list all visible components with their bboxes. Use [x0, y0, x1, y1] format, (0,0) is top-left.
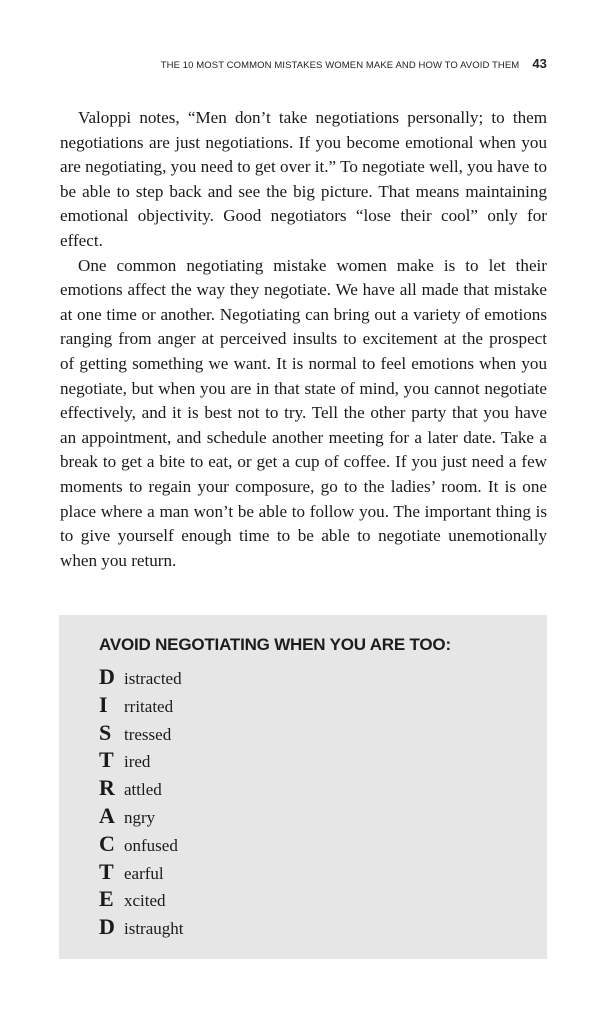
- list-item: [99, 664, 547, 692]
- word-remainder: onfused: [124, 835, 178, 855]
- acrostic-list: [99, 664, 547, 942]
- initial-letter: D: [99, 914, 115, 940]
- initial-letter: T: [99, 858, 114, 884]
- running-head: [161, 56, 547, 71]
- paragraph: One common negotiating mistake women make is to let their emotions affect the way they negotiate. We have all made that mistake at one time or another. Negotiating can bring out a variety of emotions ranging from anger at perceived insults to excitement at the prospect of getting something we want. It is normal to feel emotions when you negotiate, but when you are in that state of mind, you cannot negotiate effectively, and it is best not to try. Tell the other party that you have an appointment, and schedule another meeting for a later date. Take a break to get a bite to eat, or get a cup of coffee. If you just need a few moments to regain your composure, go to the ladies’ room. It is one place where a man won’t be able to follow you. The important thing is to give yourself enough time to be able to negotiate unemotionally when you return.: [60, 255, 547, 570]
- list-item: [99, 859, 547, 887]
- sidebar-heading: AVOID NEGOTIATING WHEN YOU ARE TOO:: [99, 635, 451, 654]
- paragraph: Valoppi notes, “Men don’t take negotiations personally; to them negotiations are just negotiations. If you become emotional when you are negotiating, you need to get over it.” To negotiate well, you have to be able to step back and see the big picture. That means maintaining emotional objectivity. Good negotiators “lose their cool” only for effect.: [60, 108, 547, 250]
- list-item: [99, 886, 547, 914]
- initial-letter: S: [99, 719, 112, 745]
- word-remainder: istraught: [124, 919, 184, 939]
- initial-letter: A: [99, 802, 115, 828]
- list-item: [99, 775, 547, 803]
- initial-letter: R: [99, 775, 115, 801]
- list-item: [99, 720, 547, 748]
- list-item: [99, 831, 547, 859]
- running-title: THE 10 MOST COMMON MISTAKES WOMEN MAKE AND HOW TO AVOID THEM: [160, 60, 520, 71]
- word-remainder: ngry: [124, 807, 156, 827]
- word-remainder: ired: [124, 752, 151, 772]
- word-remainder: attled: [124, 780, 162, 800]
- list-item: [99, 692, 547, 720]
- initial-letter: C: [99, 830, 115, 856]
- word-remainder: xcited: [124, 891, 166, 911]
- page-number: 43: [532, 56, 547, 71]
- word-remainder: rritated: [124, 696, 174, 716]
- body-text: [60, 106, 547, 573]
- initial-letter: E: [99, 886, 114, 912]
- initial-letter: T: [99, 747, 114, 773]
- initial-letter: D: [99, 664, 115, 689]
- word-remainder: earful: [124, 863, 164, 883]
- list-item: [99, 914, 547, 942]
- sidebar-box: [59, 615, 547, 959]
- list-item: [99, 747, 547, 775]
- list-item: [99, 803, 547, 831]
- word-remainder: tressed: [124, 724, 172, 744]
- initial-letter: I: [99, 691, 108, 717]
- word-remainder: istracted: [124, 669, 182, 688]
